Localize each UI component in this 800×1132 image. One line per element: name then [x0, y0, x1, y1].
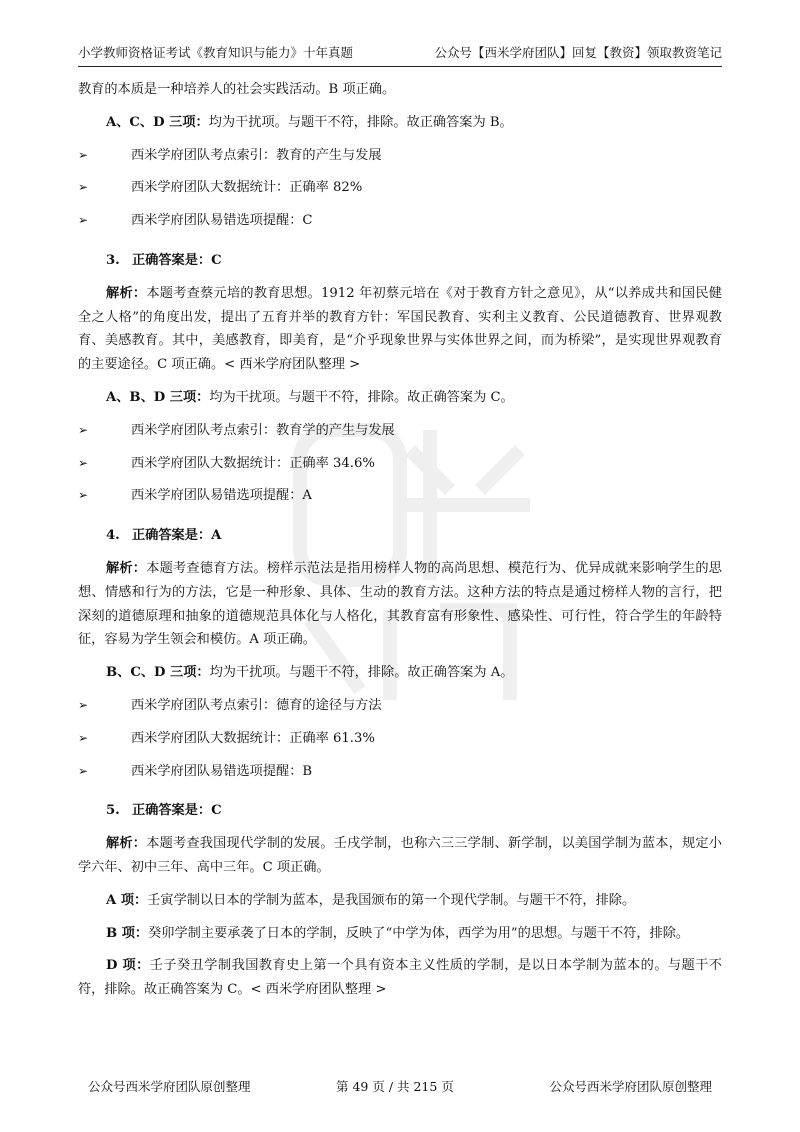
footer-right: 公众号西米学府团队原创整理	[549, 1079, 712, 1094]
arrow-bullet-icon: ➢	[78, 488, 89, 503]
page-content	[78, 78, 722, 1002]
arrow-bullet-icon: ➢	[78, 180, 89, 195]
page-header	[78, 44, 722, 67]
q3-bullet-error: ➢ 西米学府团队易错选项提醒：A	[78, 484, 722, 508]
q2-bullet-topic: ➢ 西米学府团队考点索引：教育的产生与发展	[78, 144, 722, 168]
q2-options	[78, 111, 722, 135]
q3-bullet-topic: ➢ 西米学府团队考点索引：教育学的产生与发展	[78, 419, 722, 443]
q4-bullet-stat: ➢ 西米学府团队大数据统计：正确率 61.3%	[78, 727, 722, 751]
arrow-bullet-icon: ➢	[78, 697, 89, 712]
q3-bullet-stat: ➢ 西米学府团队大数据统计：正确率 34.6%	[78, 452, 722, 476]
arrow-bullet-icon: ➢	[78, 147, 89, 162]
q4-options: B、C、D 三项：均为干扰项。与题干不符，排除。故正确答案为 A。	[106, 665, 514, 681]
arrow-bullet-icon: ➢	[78, 763, 89, 778]
q5-option-d: D 项：壬子癸丑学制我国教育史上第一个具有资本主义性质的学制，是以日本学制为蓝本的。与题干不符，排除。故正确答案为 C。< 西米学府团队整理 >	[78, 958, 722, 998]
q3-heading: 3. 正确答案是：C	[106, 252, 222, 268]
q5-heading: 5. 正确答案是：C	[106, 803, 222, 819]
arrow-bullet-icon: ➢	[78, 422, 89, 437]
header-right-note: 公众号【西米学府团队】回复【教资】领取教资笔记	[434, 45, 722, 60]
q4-analysis: 解析：本题考查德育方法。榜样示范法是指用榜样人物的高尚思想、模范行为、优异成就来影响学生的思想、情感和行为的方法，它是一种形象、具体、生动的教育方法。这种方法的特点是通过榜样人物的言行，把深刻的道德原理和抽象的道德规范具体化与人格化，其教育富有形象性、感染性、可行性，符合学生的年龄特征，容易为学生领会和模仿。A 项正确。	[78, 560, 722, 648]
arrow-bullet-icon: ➢	[78, 213, 89, 228]
q2-options-label: A、C、D 三项：	[106, 114, 209, 130]
footer-left: 公众号西米学府团队原创整理	[88, 1079, 251, 1094]
paragraph-q2-end: 教育的本质是一种培养人的社会实践活动。B 项正确。	[78, 82, 396, 97]
q2-bullet-stat: ➢ 西米学府团队大数据统计：正确率 82%	[78, 176, 722, 200]
q5-option-a: A 项：壬寅学制以日本的学制为蓝本，是我国颁布的第一个现代学制。与题干不符，排除。	[106, 892, 636, 908]
q4-heading: 4. 正确答案是：A	[106, 528, 222, 544]
q3-analysis: 解析：本题考查蔡元培的教育思想。1912 年初蔡元培在《对于教育方针之意见》，从“以养成共和国民健全之人格”的角度出发，提出了五育并举的教育方针：军国民教育、实利主义教育、公民道德教育、世界观教育、美感教育。其中，美感教育，即美育，是“介乎现象世界与实体世界之间，而为桥梁”，是实现世界观教育的主要途径。C 项正确。< 西米学府团队整理 >	[78, 285, 722, 373]
q3-options: A、B、D 三项：均为干扰项。与题干不符，排除。故正确答案为 C。	[106, 389, 514, 405]
header-left-title: 小学教师资格证考试《教育知识与能力》十年真题	[78, 45, 354, 60]
arrow-bullet-icon: ➢	[78, 730, 89, 745]
q2-bullet-error: ➢ 西米学府团队易错选项提醒：C	[78, 209, 722, 233]
q2-options-text: 均为干扰项。与题干不符，排除。故正确答案为 B。	[208, 114, 513, 130]
q5-analysis: 解析：本题考查我国现代学制的发展。壬戌学制，也称六三三学制、新学制，以美国学制为蓝本，规定小学六年、初中三年、高中三年。C 项正确。	[78, 836, 722, 875]
arrow-bullet-icon: ➢	[78, 455, 89, 470]
page-number: 第 49 页 / 共 215 页	[336, 1079, 454, 1094]
q4-bullet-topic: ➢ 西米学府团队考点索引：德育的途径与方法	[78, 694, 722, 718]
q4-bullet-error: ➢ 西米学府团队易错选项提醒：B	[78, 760, 722, 784]
q5-option-b: B 项：癸卯学制主要承袭了日本的学制，反映了“中学为体，西学为用”的思想。与题干不符，排除。	[106, 925, 690, 941]
